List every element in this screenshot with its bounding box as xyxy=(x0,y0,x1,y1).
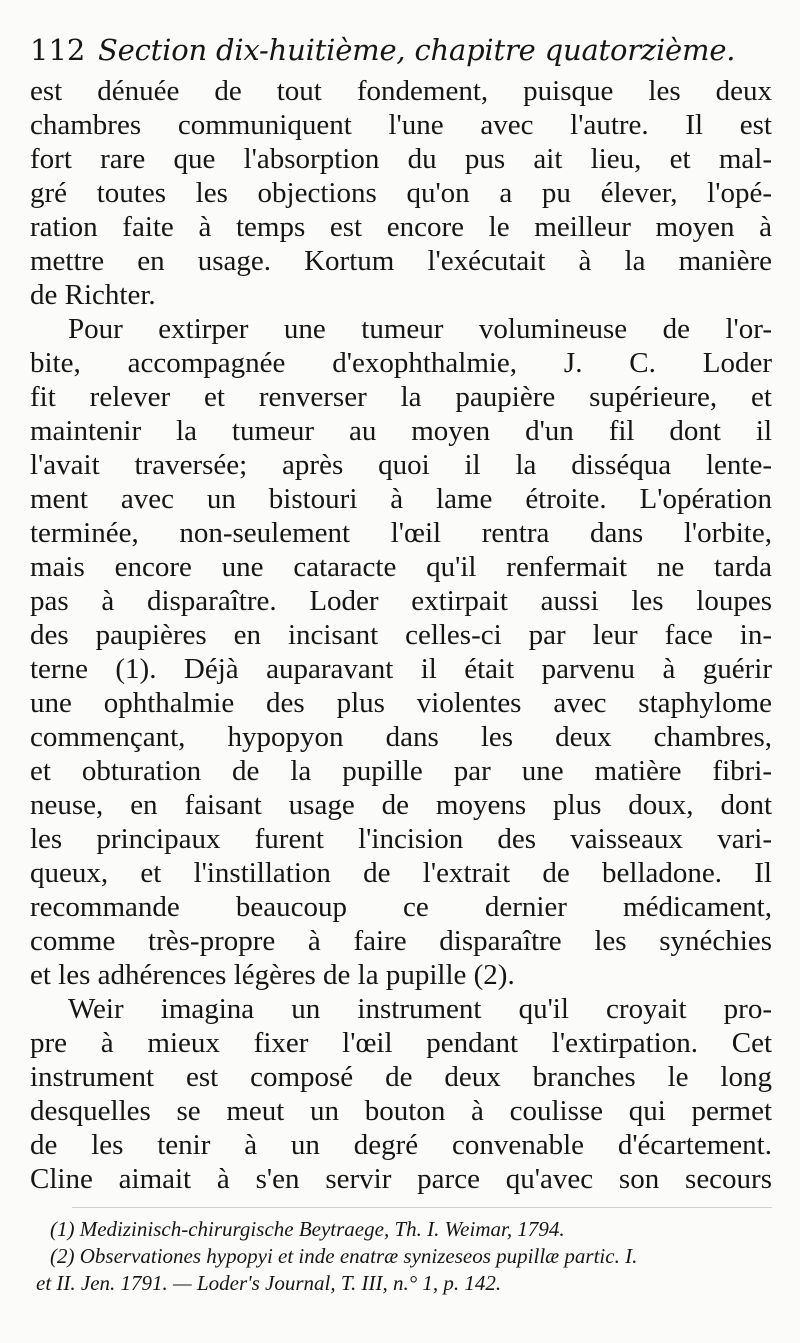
text-line: ration faite à temps est encore le meilleur moyen à xyxy=(30,211,772,243)
text-line: instrument est composé de deux branches le long xyxy=(30,1061,772,1093)
paragraph-start-line: Weir imagina un instrument qu'il croyait pro- xyxy=(68,993,772,1025)
text-line: gré toutes les objections qu'on a pu élever, l'opé- xyxy=(30,177,772,209)
text-line: terne (1). Déjà auparavant il était parvenu à guérir xyxy=(30,653,772,685)
running-head: Section dix-huitième, chapitre quatorzième. xyxy=(98,33,736,67)
text-line: de Richter. xyxy=(30,279,156,311)
text-line: queux, et l'instillation de l'extrait de belladone. Il xyxy=(30,857,772,889)
text-line: mettre en usage. Kortum l'exécutait à la manière xyxy=(30,245,772,277)
text-line: mais encore une cataracte qu'il renfermait ne tarda xyxy=(30,551,772,583)
footnote-2: (2) Observationes hypopyi et inde enatræ synizeseos pupillæ partic. I. xyxy=(50,1244,638,1268)
page-number: 112 xyxy=(30,33,86,67)
footnote-divider xyxy=(72,1207,772,1208)
body-text xyxy=(30,74,772,1196)
text-line: maintenir la tumeur au moyen d'un fil dont il xyxy=(30,415,772,447)
footnotes xyxy=(36,1216,776,1297)
text-line: neuse, en faisant usage de moyens plus doux, dont xyxy=(30,789,772,821)
footnote-2-continued: et II. Jen. 1791. — Loder's Journal, T. III, n.° 1, p. 142. xyxy=(36,1271,502,1295)
footnote-1: (1) Medizinisch-chirurgische Beytraege, Th. I. Weimar, 1794. xyxy=(50,1217,565,1241)
page-header xyxy=(30,28,770,72)
text-line: pas à disparaître. Loder extirpait aussi les loupes xyxy=(30,585,772,617)
text-line: comme très-propre à faire disparaître les synéchies xyxy=(30,925,772,957)
text-line: fit relever et renverser la paupière supérieure, et xyxy=(30,381,772,413)
text-line: et obturation de la pupille par une matière fibri- xyxy=(30,755,772,787)
text-line: bite, accompagnée d'exophthalmie, J. C. Loder xyxy=(30,347,772,379)
text-line: pre à mieux fixer l'œil pendant l'extirpation. Cet xyxy=(30,1027,772,1059)
text-line: une ophthalmie des plus violentes avec staphylome xyxy=(30,687,772,719)
text-line: des paupières en incisant celles-ci par leur face in- xyxy=(30,619,772,651)
text-line: l'avait traversée; après quoi il la disséqua lente- xyxy=(30,449,772,481)
text-line: Cline aimait à s'en servir parce qu'avec son secours xyxy=(30,1163,772,1195)
text-line: de les tenir à un degré convenable d'écartement. xyxy=(30,1129,772,1161)
text-line: les principaux furent l'incision des vaisseaux vari- xyxy=(30,823,772,855)
text-line: commençant, hypopyon dans les deux chambres, xyxy=(30,721,772,753)
text-line: ment avec un bistouri à lame étroite. L'opération xyxy=(30,483,772,515)
text-line: est dénuée de tout fondement, puisque les deux xyxy=(30,75,772,107)
text-line: et les adhérences légères de la pupille (2). xyxy=(30,959,515,991)
paragraph-start-line: Pour extirper une tumeur volumineuse de l'or- xyxy=(68,313,772,345)
text-line: chambres communiquent l'une avec l'autre. Il est xyxy=(30,109,772,141)
text-line: fort rare que l'absorption du pus ait lieu, et mal- xyxy=(30,143,772,175)
text-line: recommande beaucoup ce dernier médicament, xyxy=(30,891,772,923)
text-line: terminée, non-seulement l'œil rentra dans l'orbite, xyxy=(30,517,772,549)
text-line: desquelles se meut un bouton à coulisse qui permet xyxy=(30,1095,772,1127)
